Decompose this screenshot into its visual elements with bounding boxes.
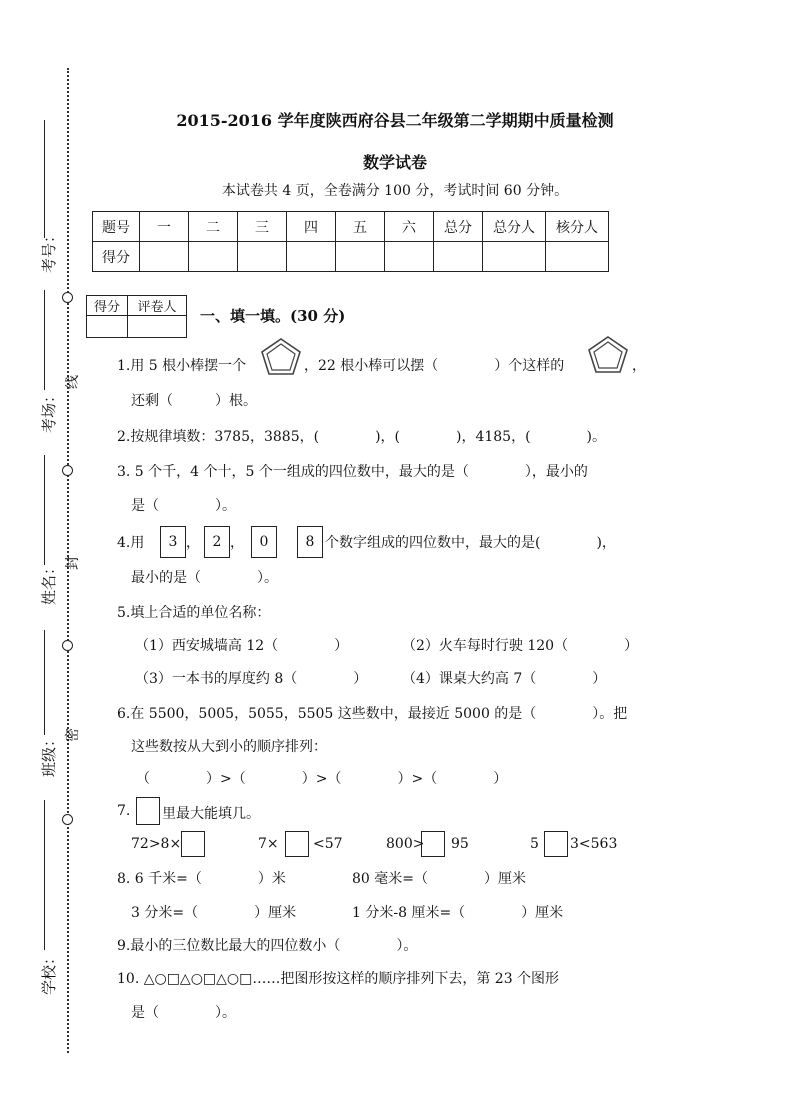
score-table-header-row [93, 212, 609, 242]
pentagon-icon [586, 334, 630, 376]
q7-item-c2: 95 [451, 836, 469, 852]
q1-text-b: ，22 根小棒可以摆（ ）个这样的 [304, 358, 565, 374]
field-line-class [44, 630, 45, 735]
q8-item-c: 3 分米=（ ）厘米 [131, 905, 297, 921]
q5-item-3: （3）一本书的厚度约 8（ ） [135, 671, 368, 687]
score-header-cell: 三 [238, 212, 287, 242]
q3-line2: 是（ ）。 [131, 498, 236, 514]
label-exam-number: 考号： [40, 227, 59, 274]
q7-item-a: 72>8× [131, 836, 182, 852]
score-header-cell: 四 [287, 212, 336, 242]
score-header-cell: 题号 [93, 212, 140, 242]
binding-hole [62, 292, 73, 303]
q7-item-b1: 7× [258, 836, 279, 852]
q5-item-4: （4）课桌大约高 7（ ） [402, 671, 607, 687]
digit-card: 0 [251, 526, 277, 558]
binding-hole [62, 640, 73, 651]
blank-box [136, 797, 160, 825]
q6-line1: 6.在 5500，5005，5055，5505 这些数中，最接近 5000 的是（ ）。把 [117, 706, 628, 722]
score-cell [189, 242, 238, 272]
score-cell [546, 242, 609, 272]
grader-name-cell [128, 316, 187, 338]
seal-char-feng: 封 [65, 556, 81, 570]
seal-char-xian: 线 [65, 375, 81, 389]
score-header-cell: 核分人 [546, 212, 609, 242]
q7-text: 里最大能填几。 [162, 806, 260, 822]
q8-item-d: 1 分米-8 厘米=（ ）厘米 [352, 905, 564, 921]
grader-score-cell [87, 316, 128, 338]
q2-text: 2.按规律填数：3785，3885，( )，( )，4185，( )。 [117, 429, 607, 445]
score-header-cell: 总分 [434, 212, 483, 242]
q5-item-2: （2）火车每时行驶 120（ ） [402, 638, 639, 654]
score-cell [287, 242, 336, 272]
label-school: 学校： [40, 949, 59, 996]
q10-line2: 是（ ）。 [131, 1005, 236, 1021]
q4-prefix: 4.用 [117, 535, 145, 551]
blank-box [421, 831, 445, 857]
score-cell [238, 242, 287, 272]
digit-card: 2 [204, 526, 230, 558]
grader-score-label: 得分 [87, 296, 128, 316]
section-heading: 一、填一填。(30 分) [200, 307, 346, 325]
seal-char-mi: 密 [65, 728, 81, 742]
exam-subtitle: 数学试卷 [362, 153, 427, 172]
exam-title: 2015-2016 学年度陕西府谷县二年级第二学期期中质量检测 [176, 111, 614, 130]
digit-card: 8 [297, 526, 323, 558]
score-header-cell: 五 [336, 212, 385, 242]
q6-line2: 这些数按从大到小的顺序排列： [131, 739, 327, 755]
q1-text-c: ， [632, 358, 646, 374]
field-line-exam-number [44, 120, 45, 238]
score-cell [385, 242, 434, 272]
score-cell [434, 242, 483, 272]
binding-hole [62, 465, 73, 476]
blank-box [544, 831, 568, 857]
q5-text: 5.填上合适的单位名称： [117, 605, 271, 621]
field-line-name [44, 455, 45, 565]
q10-line1: 10. △○□△○□△○□……把图形按这样的顺序排列下去，第 23 个图形 [117, 971, 560, 987]
q7-item-d2: 3<563 [570, 836, 618, 852]
q7-prefix: 7. [117, 803, 131, 819]
score-cell [140, 242, 189, 272]
grader-name-label: 评卷人 [128, 296, 187, 316]
q4-suffix: 个数字组成的四位数中，最大的是( )， [325, 535, 616, 551]
q1-line2: 还剩（ ）根。 [131, 393, 257, 409]
score-row-label: 得分 [93, 242, 140, 272]
pentagon-icon [259, 336, 303, 378]
q9-text: 9.最小的三位数比最大的四位数小（ ）。 [117, 938, 418, 954]
blank-box [181, 831, 205, 857]
score-table-score-row [93, 242, 609, 272]
q7-item-d1: 5 [530, 836, 539, 852]
blank-box [285, 831, 309, 857]
exam-instructions: 本试卷共 4 页，全卷满分 100 分，考试时间 60 分钟。 [221, 183, 569, 199]
grader-box [86, 295, 187, 338]
label-exam-room: 考场： [40, 387, 59, 434]
q7-item-b2: <57 [313, 836, 343, 852]
q7-item-c1: 800> [386, 836, 425, 852]
q4-separator: ， [186, 535, 200, 551]
field-line-exam-room [44, 290, 45, 390]
q1-text-a: 1.用 5 根小棒摆一个 [117, 358, 247, 374]
q5-item-1: （1）西安城墙高 12（ ） [135, 638, 349, 654]
score-cell [483, 242, 546, 272]
score-header-cell: 六 [385, 212, 434, 242]
q4-separator: ， [230, 535, 244, 551]
score-header-cell: 二 [189, 212, 238, 242]
score-table [92, 211, 609, 272]
label-class: 班级： [40, 731, 59, 778]
q6-line3: （ ）>（ ）>（ ）>（ ） [136, 771, 508, 787]
q8-item-a: 8. 6 千米=（ ）米 [117, 871, 286, 887]
digit-card: 3 [160, 526, 186, 558]
binding-hole [62, 814, 73, 825]
label-name: 姓名： [40, 559, 59, 606]
q4-line2: 最小的是（ ）。 [131, 570, 278, 586]
score-header-cell: 一 [140, 212, 189, 242]
field-line-school [44, 800, 45, 950]
score-cell [336, 242, 385, 272]
q8-item-b: 80 毫米=（ ）厘米 [352, 871, 526, 887]
score-header-cell: 总分人 [483, 212, 546, 242]
q3-line1: 3. 5 个千，4 个十，5 个一组成的四位数中，最大的是（ ），最小的 [117, 464, 588, 480]
